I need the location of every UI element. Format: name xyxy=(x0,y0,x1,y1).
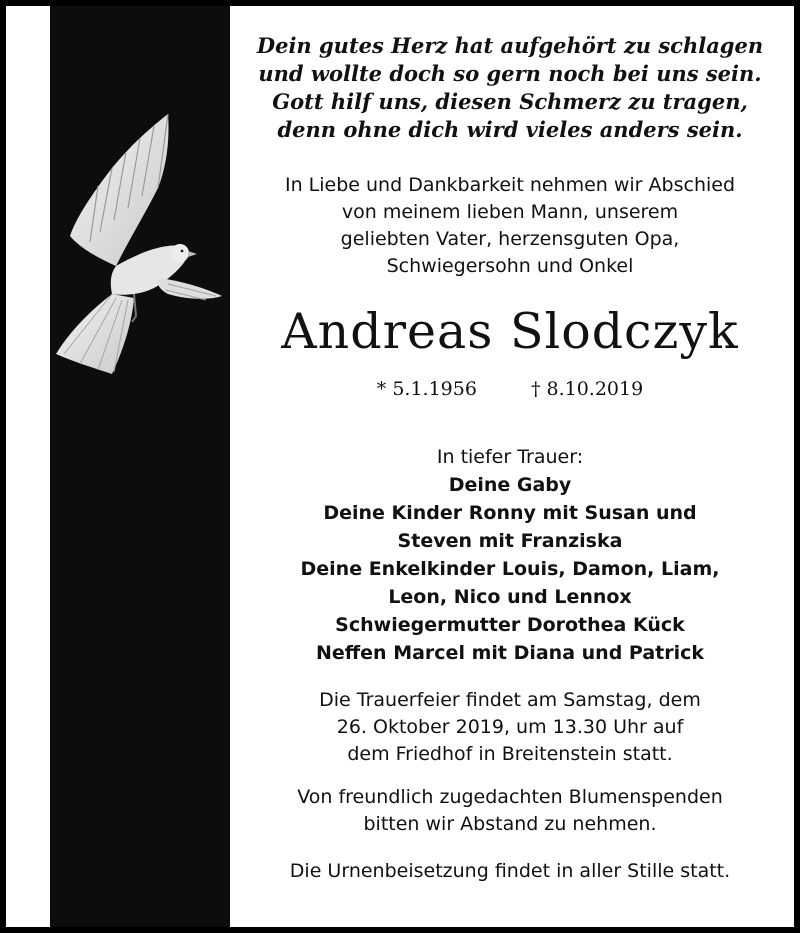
dove-icon xyxy=(50,108,225,378)
obituary-text xyxy=(232,6,788,927)
ceremony-line: Die Trauerfeier findet am Samstag, dem xyxy=(319,689,701,711)
flowers-line: Von freundlich zugedachten Blumenspenden xyxy=(297,786,723,808)
mourning-heading: In tiefer Trauer: xyxy=(436,446,584,468)
mourner-line: Deine Enkelkinder Louis, Damon, Liam, xyxy=(300,558,720,580)
poem-line: Dein gutes Herz hat aufgehört zu schlagen xyxy=(256,33,764,58)
mourner-line: Schwiegermutter Dorothea Kück xyxy=(335,614,685,636)
farewell-intro xyxy=(232,172,788,280)
intro-line: In Liebe und Dankbarkeit nehmen wir Abschied xyxy=(284,174,736,196)
ceremony-info xyxy=(232,687,788,768)
mourner-line: Deine Kinder Ronny mit Susan und xyxy=(323,502,697,524)
mourner-line: Neffen Marcel mit Diana und Patrick xyxy=(315,642,705,664)
poem-line: denn ohne dich wird vieles anders sein. xyxy=(277,117,743,142)
life-dates xyxy=(232,376,788,402)
mourners-list xyxy=(232,471,788,667)
mourner-line: Deine Gaby xyxy=(448,474,572,496)
poem-line: Gott hilf uns, diesen Schmerz zu tragen, xyxy=(272,89,748,114)
birth-date: * 5.1.1956 xyxy=(376,378,477,400)
ceremony-line: 26. Oktober 2019, um 13.30 Uhr auf xyxy=(336,716,684,738)
intro-line: Schwiegersohn und Onkel xyxy=(386,255,634,277)
flowers-line: bitten wir Abstand zu nehmen. xyxy=(363,813,657,835)
intro-line: geliebten Vater, herzensguten Opa, xyxy=(340,228,680,250)
urn-note: Die Urnenbeisetzung findet in aller Stille statt. xyxy=(289,860,731,882)
ceremony-line: dem Friedhof in Breitenstein statt. xyxy=(347,743,673,765)
flowers-note xyxy=(232,784,788,838)
poem-line: und wollte doch so gern noch bei uns sein. xyxy=(258,61,762,86)
poem xyxy=(232,32,788,144)
mourner-line: Leon, Nico und Lennox xyxy=(388,586,632,608)
deceased-name: Andreas Slodczyk xyxy=(281,303,739,360)
intro-line: von meinem lieben Mann, unserem xyxy=(341,201,679,223)
death-date: † 8.10.2019 xyxy=(530,378,644,400)
mourner-line: Steven mit Franziska xyxy=(397,530,623,552)
